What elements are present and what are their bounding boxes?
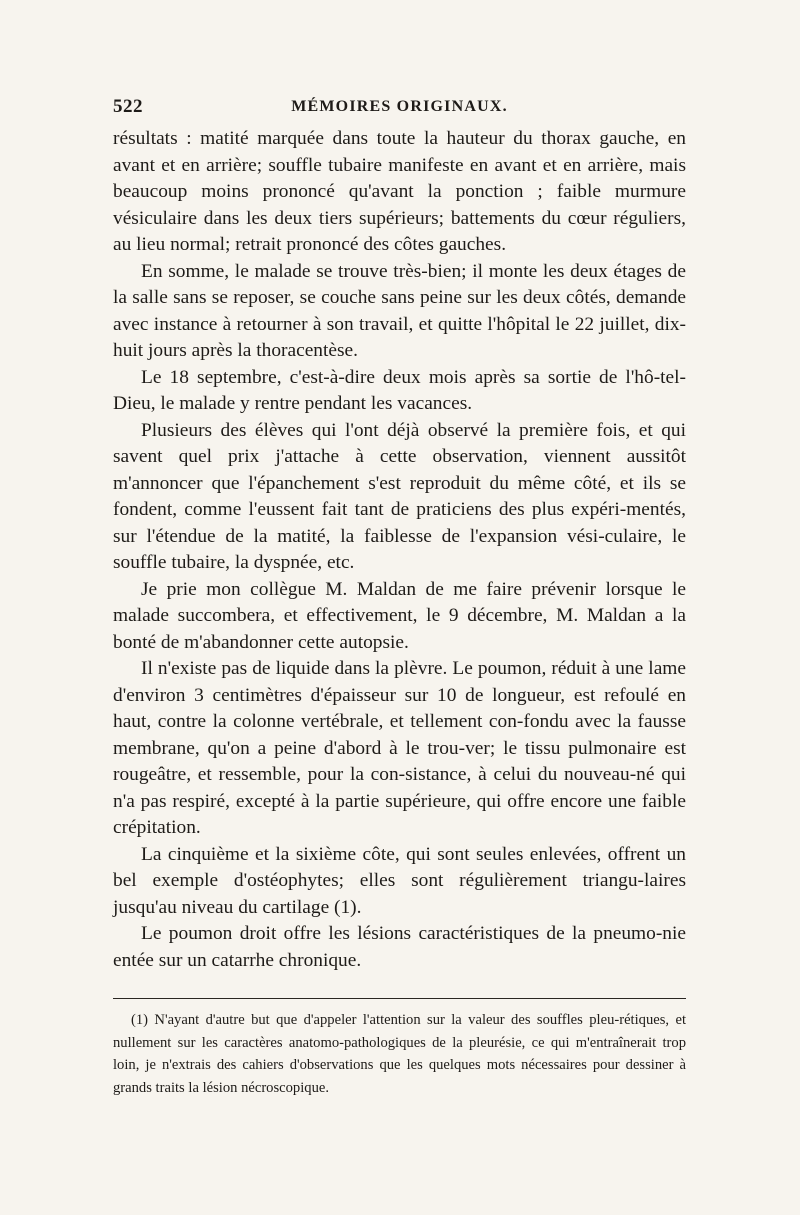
running-title: MÉMOIRES ORIGINAUX. (291, 98, 508, 115)
paragraph: Il n'existe pas de liquide dans la plèvre. Le poumon, réduit à une lame d'environ 3 centimètres d'épaisseur sur 10 de longueur, est refoulé en haut, contre la colonne vertébrale, et tellement con-fondu avec la fausse membrane, qu'on a peine d'abord à le trou-ver; le tissu pulmonaire est rougeâtre, et ressemble, pour la con-sistance, à celui du nouveau-né qui n'a pas respiré, excepté à la partie supérieure, qui offre encore une faible crépitation. (113, 658, 686, 838)
running-head (113, 96, 686, 126)
paragraph: Le 18 septembre, c'est-à-dire deux mois après sa sortie de l'hô-tel-Dieu, le malade y rentre pendant les vacances. (113, 366, 686, 414)
paragraph: En somme, le malade se trouve très-bien; il monte les deux étages de la salle sans se reposer, se couche sans peine sur les deux côtés, demande avec instance à retourner à son travail, et quitte l'hôpital le 22 juillet, dix-huit jours après la thoracentèse. (113, 260, 686, 361)
body-text (113, 126, 686, 974)
paragraph: La cinquième et la sixième côte, qui sont seules enlevées, offrent un bel exemple d'ostéophytes; elles sont régulièrement triangu-laires jusqu'au niveau du cartilage (1). (113, 843, 686, 918)
page-number: 522 (113, 96, 143, 117)
footnote-divider (113, 998, 686, 999)
paragraph: Le poumon droit offre les lésions caractéristiques de la pneumo-nie entée sur un catarrhe chronique. (113, 923, 686, 971)
paragraph: Plusieurs des élèves qui l'ont déjà observé la première fois, et qui savent quel prix j'attache à cette observation, viennent aussitôt m'annoncer que l'épanchement s'est reproduit du même côté, et ils se fondent, comme l'eussent fait tant de praticiens des plus expéri-mentés, sur l'étendue de la matité, la faiblesse de l'expansion vési-culaire, le souffle tubaire, la dyspnée, etc. (113, 419, 686, 573)
book-page (113, 96, 686, 1099)
paragraph: Je prie mon collègue M. Maldan de me faire prévenir lorsque le malade succombera, et effectivement, le 9 décembre, M. Maldan a la bonté de m'abandonner cette autopsie. (113, 578, 686, 653)
paragraph-continued: résultats : matité marquée dans toute la hauteur du thorax gauche, en avant et en arrière; souffle tubaire manifeste en avant et en arrière, mais beaucoup moins prononcé qu'avant la ponction ; faible murmure vésiculaire dans les deux tiers supérieurs; battements du cœur réguliers, au lieu normal; retrait prononcé des côtes gauches. (113, 128, 686, 255)
footnote: (1) N'ayant d'autre but que d'appeler l'attention sur la valeur des souffles pleu-rétiques, et nullement sur les caractères anatomo-pathologiques de la pleurésie, ce qui m'entraînerait trop loin, je n'extrais des cahiers d'observations que les quelques mots nécessaires pour dessiner à grands traits la lésion nécroscopique. (113, 1012, 686, 1096)
